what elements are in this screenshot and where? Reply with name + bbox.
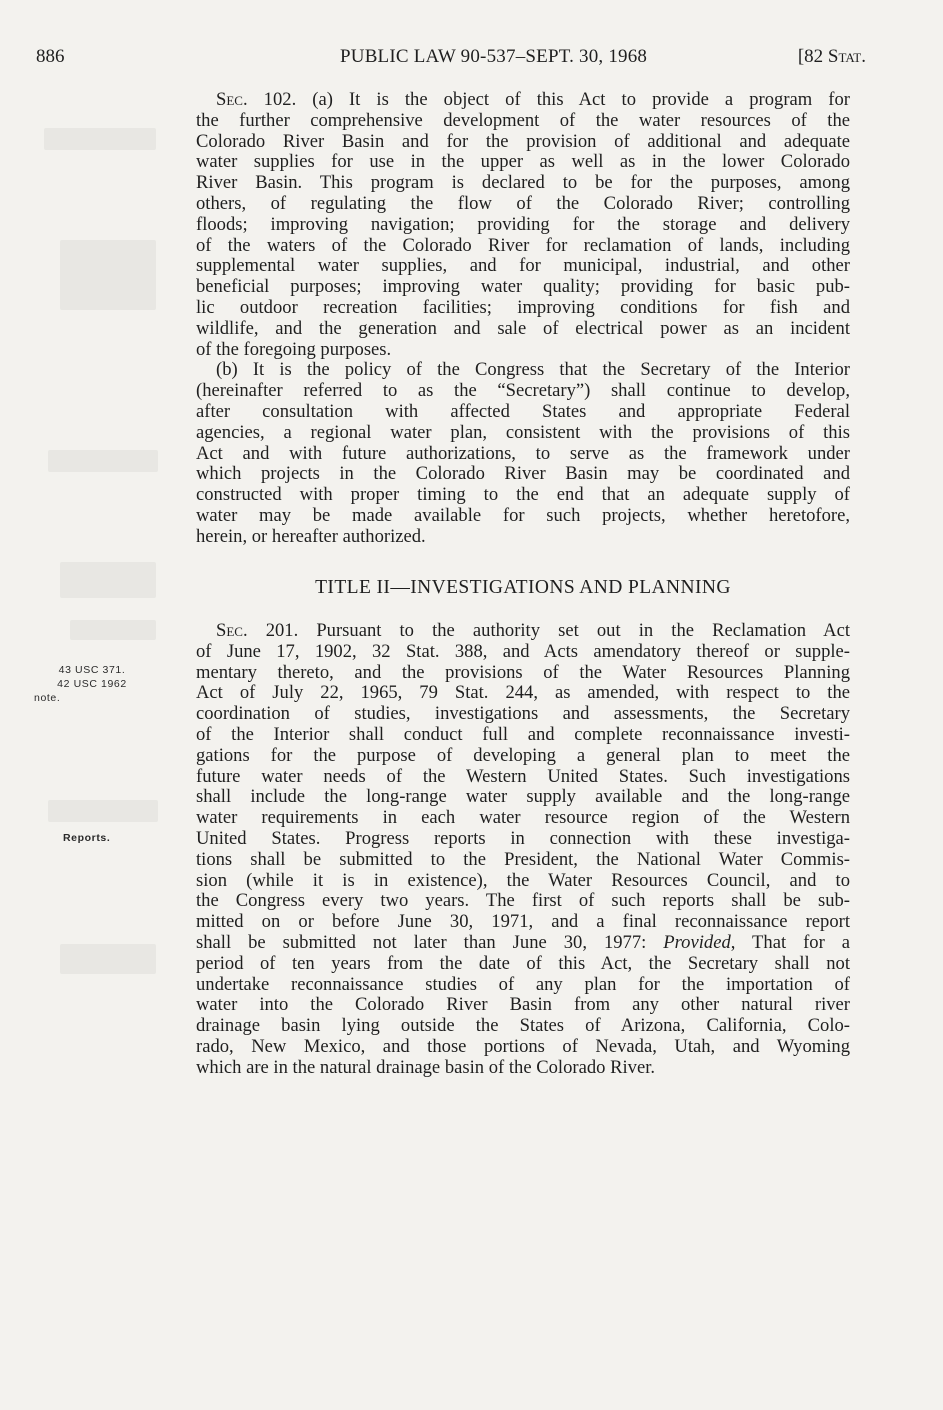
text-line: beneficial purposes; improving water quality; providing for basic pub- — [196, 276, 850, 298]
text-line: supplemental water supplies, and for municipal, industrial, and other — [196, 255, 850, 277]
text-line: herein, or hereafter authorized. — [196, 525, 426, 547]
text-line: floods; improving navigation; providing for the storage and delivery — [196, 213, 850, 235]
text-line: rado, New Mexico, and those portions of Nevada, Utah, and Wyoming — [196, 1035, 850, 1057]
text-line: River Basin. This program is declared to be for the purposes, among — [196, 172, 850, 194]
bleed-through-mark — [44, 128, 156, 150]
text-line: gations for the purpose of developing a general plan to meet the — [196, 744, 850, 766]
text-line: coordination of studies, investigations and assessments, the Secretary — [196, 703, 850, 725]
running-head-title: PUBLIC LAW 90-537–SEPT. 30, 1968 — [340, 46, 648, 67]
text-line: constructed with proper timing to the end that an adequate supply of — [196, 484, 850, 506]
text-line: Colorado River Basin and for the provision of additional and adequate — [196, 130, 850, 152]
bleed-through-mark — [48, 450, 158, 472]
text-line: undertake reconnaissance studies of any plan for the importation of — [196, 973, 850, 995]
bleed-through-mark — [60, 562, 156, 598]
text-line: of the waters of the Colorado River for reclamation of lands, including — [196, 234, 850, 256]
margin-note-usc — [30, 663, 154, 705]
text-line: Sec. 102. (a) It is the object of this Act to provide a program for — [216, 89, 850, 110]
section-201 — [196, 621, 850, 1079]
section-102 — [196, 90, 850, 548]
text-line: wildlife, and the generation and sale of electrical power as an incident — [196, 317, 850, 339]
margin-note-line: 43 USC 371. — [58, 664, 126, 676]
text-line: water requirements in each water resource region of the Western — [196, 807, 850, 829]
text-line: (hereinafter referred to as the “Secretary”) shall continue to develop, — [196, 380, 850, 402]
text-line: tions shall be submitted to the President, the National Water Commis- — [196, 848, 850, 870]
text-line: of June 17, 1902, 32 Stat. 388, and Acts amendatory thereof or supple- — [196, 640, 850, 662]
text-line: of the foregoing purposes. — [196, 338, 392, 360]
text-line: shall include the long-range water supply available and the long-range — [196, 786, 850, 808]
margin-note-line: 42 USC 1962 — [57, 678, 127, 690]
bleed-through-mark — [60, 944, 156, 974]
text-line: Act of July 22, 1965, 79 Stat. 244, as amended, with respect to the — [196, 682, 850, 704]
text-line: mitted on or before June 30, 1971, and a final reconnaissance report — [196, 911, 850, 933]
text-line: period of ten years from the date of this Act, the Secretary shall not — [196, 952, 850, 974]
text-line: lic outdoor recreation facilities; improving conditions for fish and — [196, 296, 850, 318]
text-line: Sec. 201. Pursuant to the authority set out in the Reclamation Act — [216, 620, 850, 641]
text-line: future water needs of the Western United States. Such investigations — [196, 765, 850, 787]
text-line: which are in the natural drainage basin of the Colorado River. — [196, 1056, 656, 1078]
statute-volume: [82 Stat. — [797, 46, 866, 67]
text-line: which projects in the Colorado River Basin may be coordinated and — [196, 463, 850, 485]
margin-note-line: note. — [34, 692, 61, 704]
text-line: drainage basin lying outside the States of Arizona, California, Colo- — [196, 1015, 850, 1037]
bleed-through-mark — [60, 240, 156, 310]
text-line: after consultation with affected States and appropriate Federal — [196, 400, 850, 422]
text-line: mentary thereto, and the provisions of the Water Resources Planning — [196, 661, 850, 683]
text-line: water supplies for use in the upper as well as in the lower Colorado — [196, 151, 850, 173]
text-line: of the Interior shall conduct full and complete reconnaissance investi- — [196, 723, 850, 745]
text-line: agencies, a regional water plan, consistent with the provisions of this — [196, 421, 850, 443]
bleed-through-mark — [48, 800, 158, 822]
text-line: sion (while it is in existence), the Water Resources Council, and to — [196, 869, 850, 891]
text-line: the Congress every two years. The first of such reports shall be sub- — [196, 890, 850, 912]
title-ii-heading: TITLE II—INVESTIGATIONS AND PLANNING — [315, 577, 731, 598]
page-number: 886 — [36, 46, 65, 67]
text-line: shall be submitted not later than June 30, 1977: Provided, That for a — [196, 931, 850, 953]
running-head — [36, 46, 866, 70]
bleed-through-mark — [70, 620, 156, 640]
margin-note-reports: Reports. — [63, 832, 111, 844]
text-line: (b) It is the policy of the Congress that the Secretary of the Interior — [216, 359, 850, 381]
text-line: water may be made available for such projects, whether heretofore, — [196, 504, 850, 526]
text-line: the further comprehensive development of the water resources of the — [196, 109, 850, 131]
text-line: Act and with future authorizations, to serve as the framework under — [196, 442, 850, 464]
text-line: others, of regulating the flow of the Colorado River; controlling — [196, 192, 850, 214]
text-line: water into the Colorado River Basin from any other natural river — [196, 994, 850, 1016]
text-line: United States. Progress reports in connection with these investiga- — [196, 827, 850, 849]
